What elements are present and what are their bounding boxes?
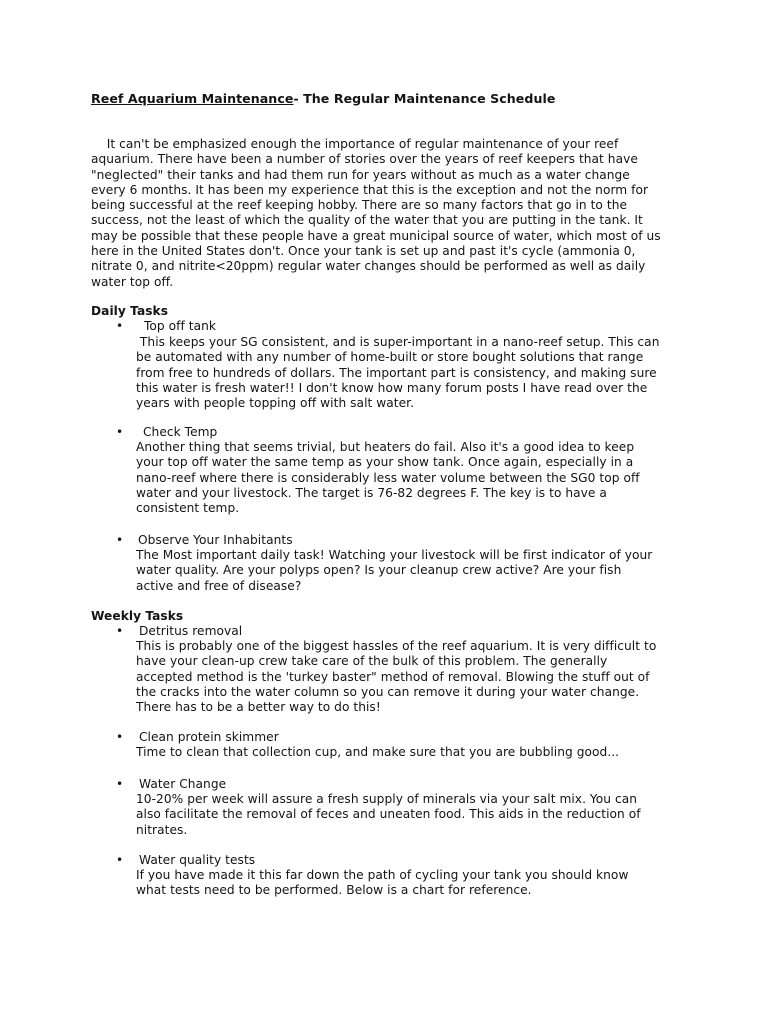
daily-tasks-section: [91, 304, 691, 593]
task-description: [136, 745, 696, 760]
intro-line: every 6 months. It has been my experience that this is the exception and not the norm for: [91, 182, 649, 197]
bullet: •: [116, 853, 124, 867]
task-line: This is probably one of the biggest hassles of the reef aquarium. It is very difficult to: [136, 639, 657, 653]
task-line: Another thing that seems trivial, but heaters do fail. Also it's a good idea to keep: [136, 440, 635, 454]
task-description: [136, 335, 696, 411]
task-line: years with people topping off with salt water.: [136, 396, 415, 411]
title-rest: - The Regular Maintenance Schedule: [293, 91, 556, 106]
bullet: •: [116, 425, 124, 439]
task-line: what tests need to be performed. Below is a chart for reference.: [136, 883, 532, 898]
task-label: Check Temp: [143, 425, 218, 439]
task-line: water quality. Are your polyps open? Is your cleanup crew active? Are your fish: [136, 563, 622, 578]
task-line: be automated with any number of home-built or store bought solutions that range: [136, 350, 644, 365]
task-label: Top off tank: [144, 319, 216, 333]
task-line: also facilitate the removal of feces and uneaten food. This aids in the reduction of: [136, 807, 641, 822]
intro-line: aquarium. There have been a number of stories over the years of reef keepers that have: [91, 152, 638, 167]
bullet: •: [116, 533, 124, 547]
task-line: accepted method is the 'turkey baster" method of removal. Blowing the stuff out of: [136, 669, 650, 684]
task-line: 10-20% per week will assure a fresh supply of minerals via your salt mix. You can: [136, 792, 638, 806]
task-label: Observe Your Inhabitants: [138, 533, 293, 547]
task-line: There has to be a better way to do this!: [136, 700, 381, 715]
task-line: The Most important daily task! Watching your livestock will be first indicator of your: [136, 548, 653, 562]
intro-line: water top off.: [91, 274, 174, 289]
document-title: [91, 91, 555, 106]
bullet: •: [116, 777, 124, 791]
task-description: [136, 792, 696, 838]
task-description: [136, 440, 696, 516]
task-line: your top off water the same temp as your show tank. Once again, especially in a: [136, 455, 634, 470]
weekly-tasks-section: [91, 609, 691, 898]
task-line: nitrates.: [136, 822, 188, 837]
task-line: active and free of disease?: [136, 578, 302, 593]
intro-line: success, not the least of which the quality of the water that you are putting in the tank. It: [91, 213, 643, 228]
task-line: water and your livestock. The target is 76-82 degrees F. The key is to have a: [136, 485, 607, 500]
weekly-tasks-heading: Weekly Tasks: [91, 609, 184, 623]
intro-line: may be possible that these people have a great municipal source of water, which most of us: [91, 228, 661, 243]
task-line: have your clean-up crew take care of the bulk of this problem. The generally: [136, 654, 608, 669]
title-underlined: Reef Aquarium Maintenance: [91, 91, 294, 106]
daily-tasks-heading: Daily Tasks: [91, 304, 169, 318]
task-line: the cracks into the water column so you can remove it during your water change.: [136, 684, 640, 699]
intro-line: "neglected" their tanks and had them run for years without as much as a water change: [91, 167, 630, 182]
task-label: Water Change: [139, 777, 227, 791]
task-line: this water is fresh water!! I don't know how many forum posts I have read over the: [136, 380, 648, 395]
intro-line: nitrate 0, and nitrite<20ppm) regular water changes should be performed as well as daily: [91, 259, 646, 274]
task-line: consistent temp.: [136, 501, 240, 516]
intro-line: here in the United States don't. Once your tank is set up and past it's cycle (ammonia 0,: [91, 244, 636, 259]
task-label: Water quality tests: [139, 853, 256, 867]
task-description: [136, 548, 696, 594]
bullet: •: [116, 624, 124, 638]
bullet: •: [116, 730, 124, 744]
intro-paragraph: [91, 137, 681, 290]
task-line: from free to hundreds of dollars. The important part is consistency, and making sure: [136, 365, 657, 380]
task-label: Detritus removal: [139, 624, 243, 638]
task-label: Clean protein skimmer: [139, 730, 279, 744]
task-line: If you have made it this far down the path of cycling your tank you should know: [136, 868, 629, 882]
task-line: nano-reef where there is considerably less water volume between the SG0 top off: [136, 470, 640, 485]
bullet: •: [116, 319, 124, 333]
intro-line: It can't be emphasized enough the importance of regular maintenance of your reef: [91, 137, 619, 151]
task-description: [136, 868, 696, 899]
task-line: Time to clean that collection cup, and make sure that you are bubbling good...: [136, 745, 620, 759]
task-description: [136, 639, 696, 715]
task-line: This keeps your SG consistent, and is super-important in a nano-reef setup. This can: [136, 335, 660, 349]
intro-line: being successful at the reef keeping hobby. There are so many factors that go in to the: [91, 198, 628, 213]
